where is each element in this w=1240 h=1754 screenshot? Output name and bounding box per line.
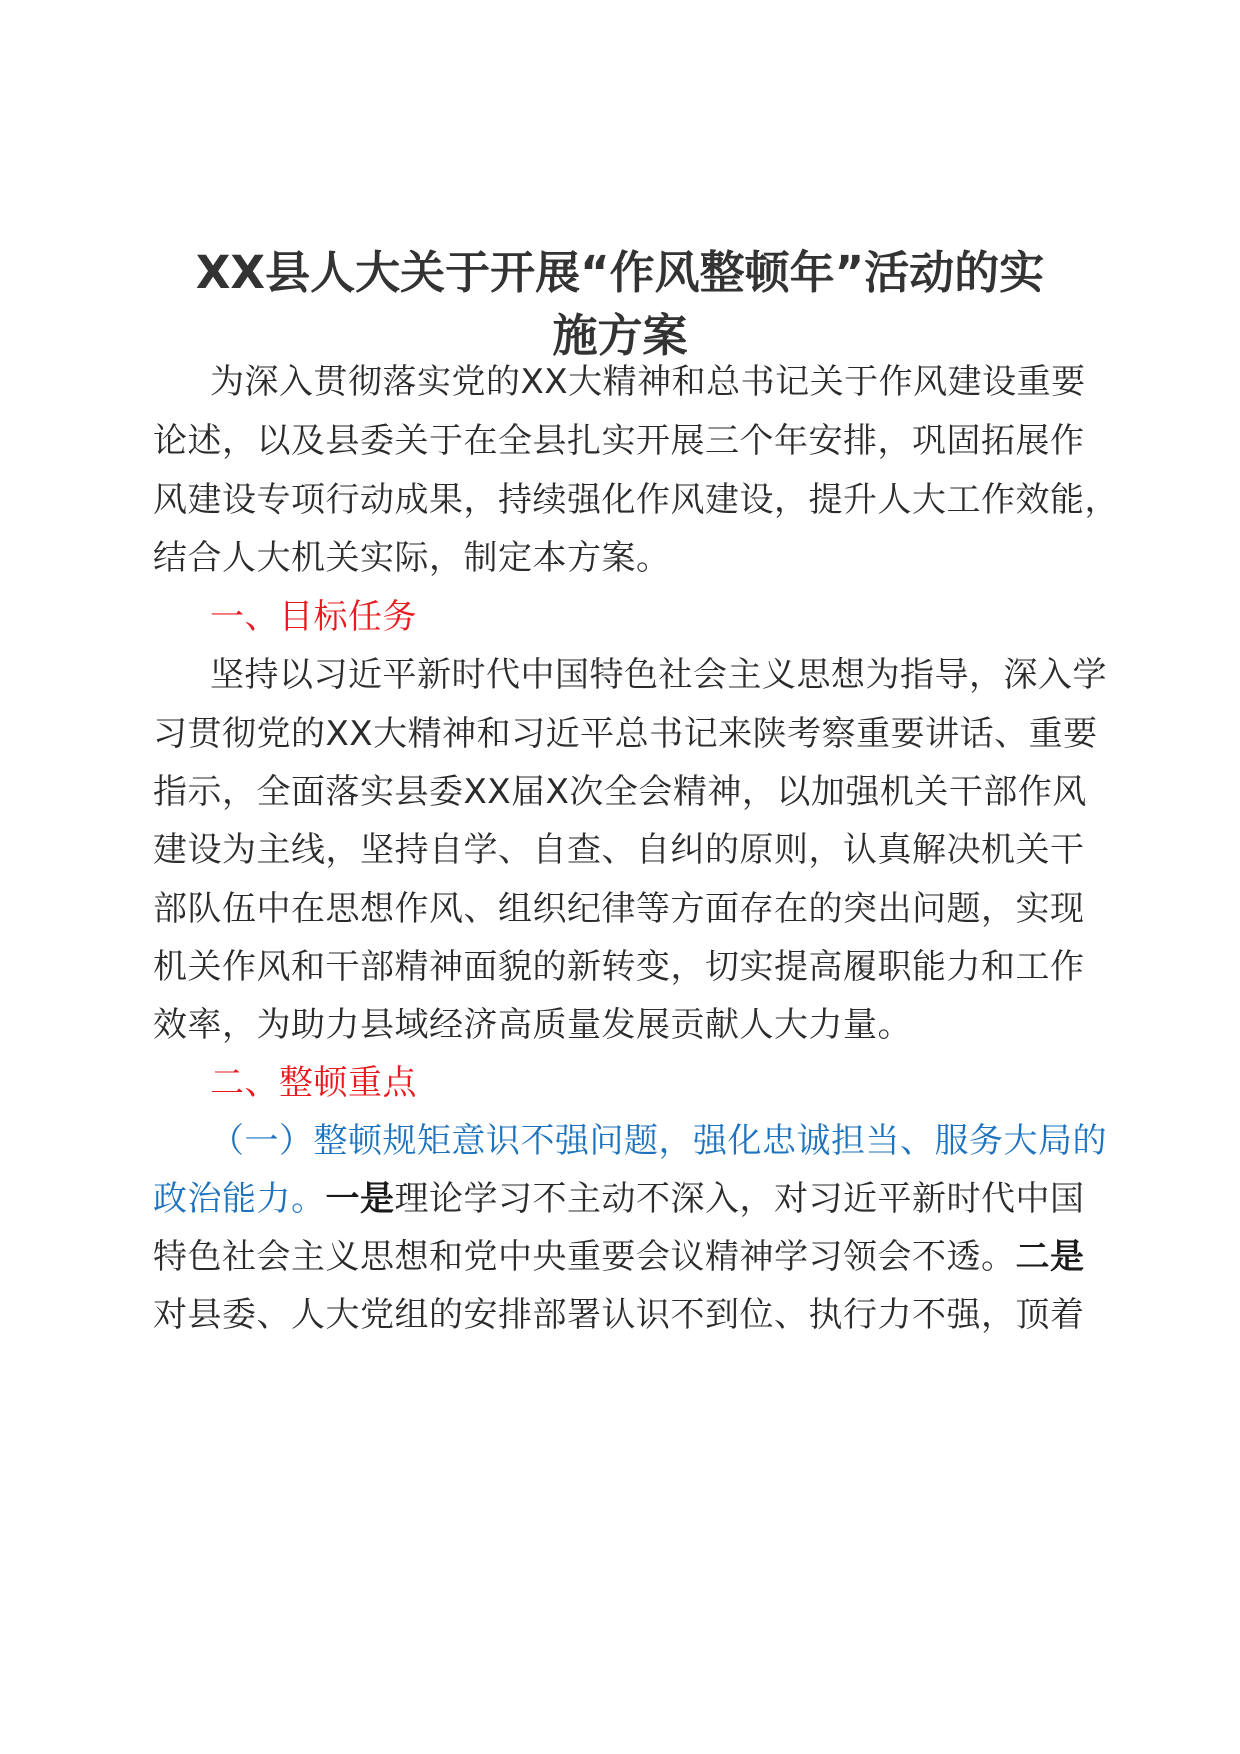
paragraph-line: 风建设专项行动成果，持续强化作风建设，提升人大工作效能， [153, 480, 1119, 520]
paragraph-line: 指示，全面落实县委XX届X次全会精神，以加强机关干部作风 [153, 772, 1087, 812]
paragraph-line: 对县委、人大党组的安排部署认识不到位、执行力不强，顶着 [153, 1295, 1085, 1335]
paragraph-text: 理论学习不主动不深入，对习近平新时代中国 [394, 1179, 1085, 1219]
paragraph-line: 习贯彻党的XX大精神和习近平总书记来陕考察重要讲话、重要 [153, 714, 1098, 754]
paragraph-line: 坚持以习近平新时代中国特色社会主义思想为指导，深入学 [210, 655, 1107, 695]
subsection-heading: （一）整顿规矩意识不强问题，强化忠诚担当、服务大局的 [210, 1121, 1107, 1161]
paragraph-line: 建设为主线，坚持自学、自查、自纠的原则，认真解决机关干 [153, 830, 1085, 870]
paragraph-line: 部队伍中在思想作风、组织纪律等方面存在的突出问题，实现 [153, 889, 1085, 929]
paragraph-line: 效率，为助力县域经济高质量发展贡献人大力量。 [153, 1005, 912, 1045]
paragraph-line: 为深入贯彻落实党的XX大精神和总书记关于作风建设重要 [210, 362, 1086, 402]
paragraph-line [153, 1237, 1085, 1277]
paragraph-line [153, 1179, 1085, 1219]
document-title-line-2: 施方案 [552, 309, 688, 362]
emphasis-label: 一是 [325, 1179, 395, 1219]
emphasis-label: 二是 [1015, 1237, 1085, 1277]
paragraph-text: 特色社会主义思想和党中央重要会议精神学习领会不透。 [153, 1237, 1016, 1277]
paragraph-line: 论述，以及县委关于在全县扎实开展三个年安排，巩固拓展作 [153, 421, 1085, 461]
section-heading: 二、整顿重点 [210, 1063, 417, 1103]
subsection-heading-continued: 政治能力。 [153, 1179, 326, 1219]
paragraph-line: 机关作风和干部精神面貌的新转变，切实提高履职能力和工作 [153, 947, 1085, 987]
section-heading: 一、目标任务 [210, 597, 417, 637]
paragraph-line: 结合人大机关实际，制定本方案。 [153, 538, 671, 578]
document-title-line-1: XX县人大关于开展“作风整顿年”活动的实 [195, 246, 1045, 299]
